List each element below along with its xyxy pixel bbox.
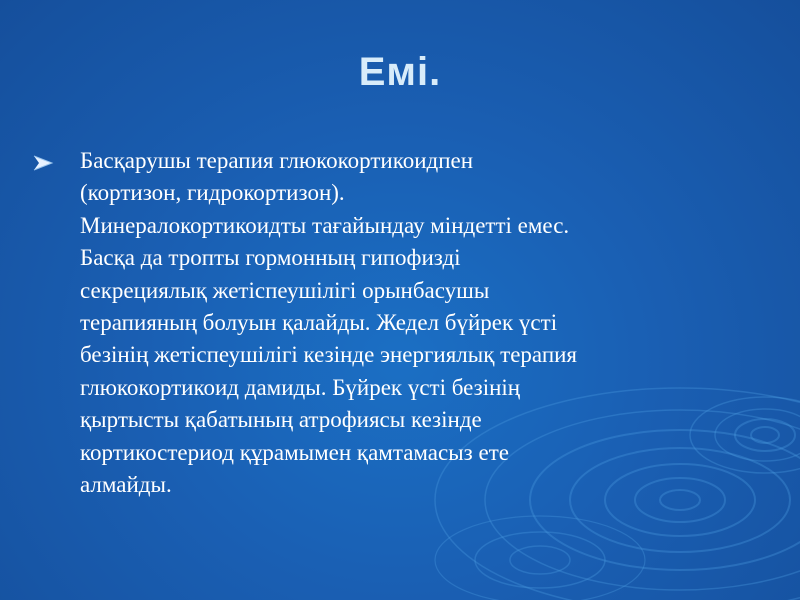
bullet-item [32,145,772,501]
arrowhead-bullet-icon [32,153,54,173]
slide-title: Емі. [358,50,442,94]
bullet-text: Басқарушы терапия глюкокортикоидпен (кортизон, гидрокортизон). Минералокортикоидты тағайындау міндетті емес. Басқа да тропты гормонның гипофизді секрециялық жетіспеушілігі орынбасушы терапияның болуын қалайды. Жедел бүйрек үсті безінің жетіспеушілігі кезінде энергиялық терапия глюкокортикоид дамиды. Бүйрек үсті безінің қыртысты қабатының атрофиясы кезінде кортикостериод құрамымен қамтамасыз ете алмайды. [80,148,578,498]
